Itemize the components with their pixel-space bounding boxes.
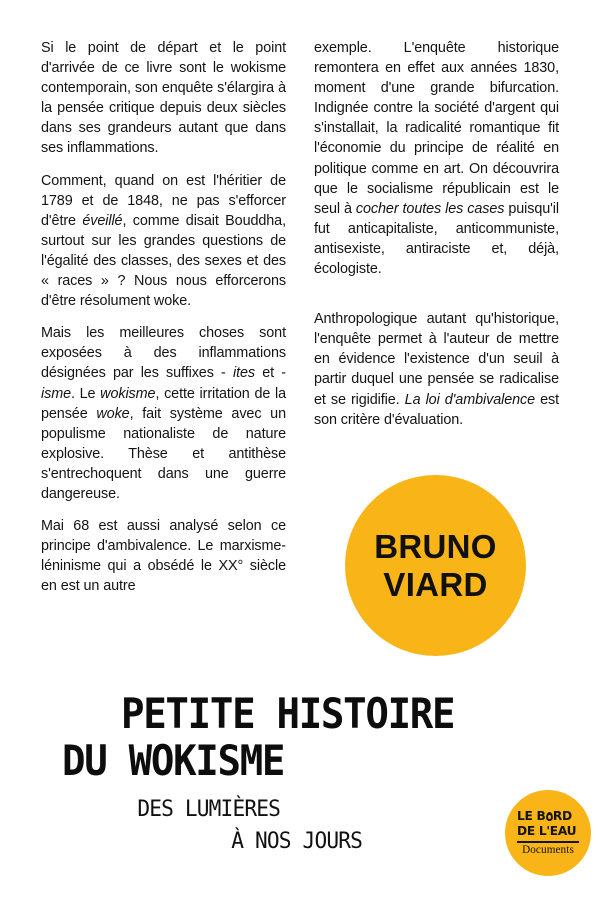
book-title xyxy=(0,690,600,784)
title-line-1: PETITE HISTOIRE xyxy=(121,689,455,738)
book-subtitle xyxy=(0,793,410,857)
subtitle-line-1: DES LUMIÈRES xyxy=(137,796,280,822)
blurb-column-right xyxy=(314,38,559,430)
publisher-name-part-before: LE B xyxy=(517,808,546,824)
author-badge xyxy=(345,475,526,656)
blurb-column-left xyxy=(41,38,286,596)
blurb-paragraph: Comment, quand on est l'héritier de 1789 et de 1848, ne pas s'efforcer d'être éveillé, comme disait Bouddha, surtout sur les grandes questions de l'égalité des classes, des sexes et des « races » ? Nous nous efforcerons d'être résolument woke. xyxy=(41,172,286,310)
blurb-paragraph: exemple. L'enquête historique remontera en effet aux années 1830, moment d'une grande bifurcation. Indignée contre la société d'argent qui s'installait, la radicalité romantique fit l'économie du principe de réalité en politique comme en art. On découvrira que le socialisme républicain est le seul à cocher toutes les cases puisqu'il fut anticapitaliste, anticommuniste, antisexiste, antiraciste et, déjà, écologiste. xyxy=(314,40,559,278)
author-first-name: BRUNO xyxy=(374,527,497,565)
subtitle-line-2: À NOS JOURS xyxy=(231,828,362,854)
publisher-name-line-2: DE L'EAU xyxy=(517,822,577,838)
publisher-collection: Documents xyxy=(522,843,574,856)
author-last-name: VIARD xyxy=(383,565,488,603)
publisher-name-part-after: RD xyxy=(552,808,572,824)
publisher-logo xyxy=(505,790,591,876)
blurb-paragraph: Mai 68 est aussi analysé selon ce principe d'ambivalence. Le marxisme-léninisme qui a obsédé le XX° siècle en est un autre xyxy=(41,518,286,595)
blurb-paragraph: Si le point de départ et le point d'arrivée de ce livre sont le wokisme contemporain, son enquête s'élargira à la pensée critique depuis deux siècles dans ses grandeurs autant que dans ses inflammations. xyxy=(41,40,286,157)
publisher-name-line-1 xyxy=(517,809,572,824)
blurb-paragraph: Anthropologique autant qu'historique, l'enquête permet à l'auteur de mettre en évidence l'existence d'un seuil à partir duquel une pensée se radicalise et se rigidifie. La loi d'ambivalence est son critère d'évaluation. xyxy=(314,311,560,428)
droplet-o-icon xyxy=(546,812,553,821)
publisher-divider xyxy=(517,841,579,843)
publisher-logo-inner xyxy=(517,809,579,856)
title-line-2: DU WOKISME xyxy=(62,736,285,785)
blurb-paragraph: Mais les meilleures choses sont exposées à des inflammations désignées par les suffixes - ites et - isme. Le wokisme, cette irritation de la pensée woke, fait système avec un populisme nationaliste de nature explosive. Thèse et antithèse s'entrechoquent dans une guerre dangereuse. xyxy=(41,325,287,502)
